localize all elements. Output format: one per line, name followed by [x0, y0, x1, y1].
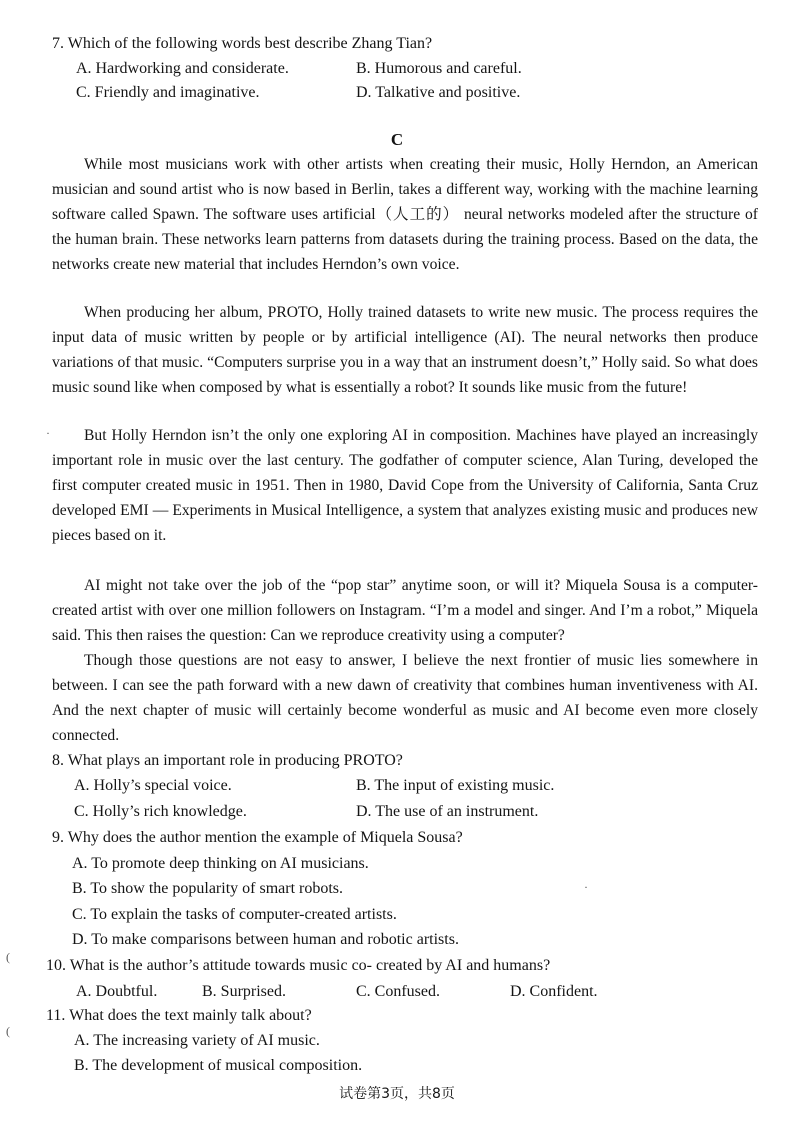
- question-10-option-a: A. Doubtful.: [76, 983, 158, 1000]
- question-8-option-c: C. Holly’s rich knowledge.: [74, 803, 247, 820]
- scan-speck: ·: [46, 426, 50, 440]
- passage-paragraph-1: While most musicians work with other artists when creating their music, Holly Herndon, an American musician and sound artist who is now based in Berlin, takes a different way, working with the machine learning software called Spawn. The software uses artificial（人工的） neural networks modeled after the structure of the human brain. These networks learn patterns from datasets during the training process. Based on the data, the networks create new material that includes Herndon’s own voice.: [52, 156, 758, 273]
- question-11-option-a: A. The increasing variety of AI music.: [74, 1032, 320, 1049]
- question-8-stem: 8. What plays an important role in producing PROTO?: [52, 752, 403, 769]
- question-10-option-b: B. Surprised.: [202, 983, 286, 1000]
- question-9-option-b: B. To show the popularity of smart robots.: [72, 880, 344, 897]
- question-8-option-a: A. Holly’s special voice.: [74, 777, 232, 794]
- question-7-option-c: C. Friendly and imaginative.: [76, 84, 260, 101]
- section-heading-c: C: [390, 130, 404, 149]
- passage-paragraph-4: AI might not take over the job of the “pop star” anytime soon, or will it? Miquela Sousa is a computer-created artist with over one million followers on Instagram. “I’m a model and singer. And I’m a robot,” Miquela said. This then raises the question: Can we reproduce creativity using a computer?: [52, 577, 758, 644]
- question-7-stem: 7. Which of the following words best describe Zhang Tian?: [52, 35, 433, 52]
- passage-paragraph-2: When producing her album, PROTO, Holly trained datasets to write new music. The process requires the input data of music written by people or by artificial intelligence (AI). The neural networks then produce variations of that music. “Computers surprise you in a way that an instrument doesn’t,” Holly said. So what does music sound like when composed by what is essentially a robot? It sounds like music from the future!: [52, 304, 758, 396]
- question-9-option-a: A. To promote deep thinking on AI musicians.: [72, 855, 369, 872]
- passage-paragraph-3: But Holly Herndon isn’t the only one exploring AI in composition. Machines have played an increasingly important role in music over the last century. The godfather of computer science, Alan Turing, developed the first computer created music in 1951. Then in 1980, David Cope from the University of California, Santa Cruz developed EMI — Experiments in Musical Intelligence, a system that analyzes existing music and produces new pieces based on it.: [52, 427, 758, 544]
- question-8-option-d: D. The use of an instrument.: [356, 803, 539, 820]
- passage-paragraph-5: Though those questions are not easy to answer, I believe the next frontier of music lies somewhere in between. I can see the path forward with a new dawn of creativity that combines human inventiveness with AI. And the next chapter of music will certainly become wonderful as music and AI become even more closely connected.: [52, 652, 758, 744]
- margin-mark: (: [6, 1024, 10, 1038]
- margin-mark: (: [6, 950, 10, 964]
- question-11-option-b: B. The development of musical composition.: [74, 1057, 363, 1074]
- scan-speck: ·: [584, 880, 588, 894]
- question-11-stem: 11. What does the text mainly talk about?: [46, 1007, 312, 1024]
- question-10-stem: 10. What is the author’s attitude towards music co- created by AI and humans?: [46, 957, 551, 974]
- question-7-option-a: A. Hardworking and considerate.: [76, 60, 289, 77]
- question-10-option-d: D. Confident.: [510, 983, 598, 1000]
- question-8-option-b: B. The input of existing music.: [356, 777, 555, 794]
- question-9-option-c: C. To explain the tasks of computer-created artists.: [72, 906, 397, 923]
- question-7-option-b: B. Humorous and careful.: [356, 60, 522, 77]
- question-10-option-c: C. Confused.: [356, 983, 440, 1000]
- page-footer: 试卷第3页，共8页: [339, 1086, 455, 1102]
- question-9-stem: 9. Why does the author mention the example of Miquela Sousa?: [52, 829, 463, 846]
- question-9-option-d: D. To make comparisons between human and robotic artists.: [72, 931, 459, 948]
- question-7-option-d: D. Talkative and positive.: [356, 84, 521, 101]
